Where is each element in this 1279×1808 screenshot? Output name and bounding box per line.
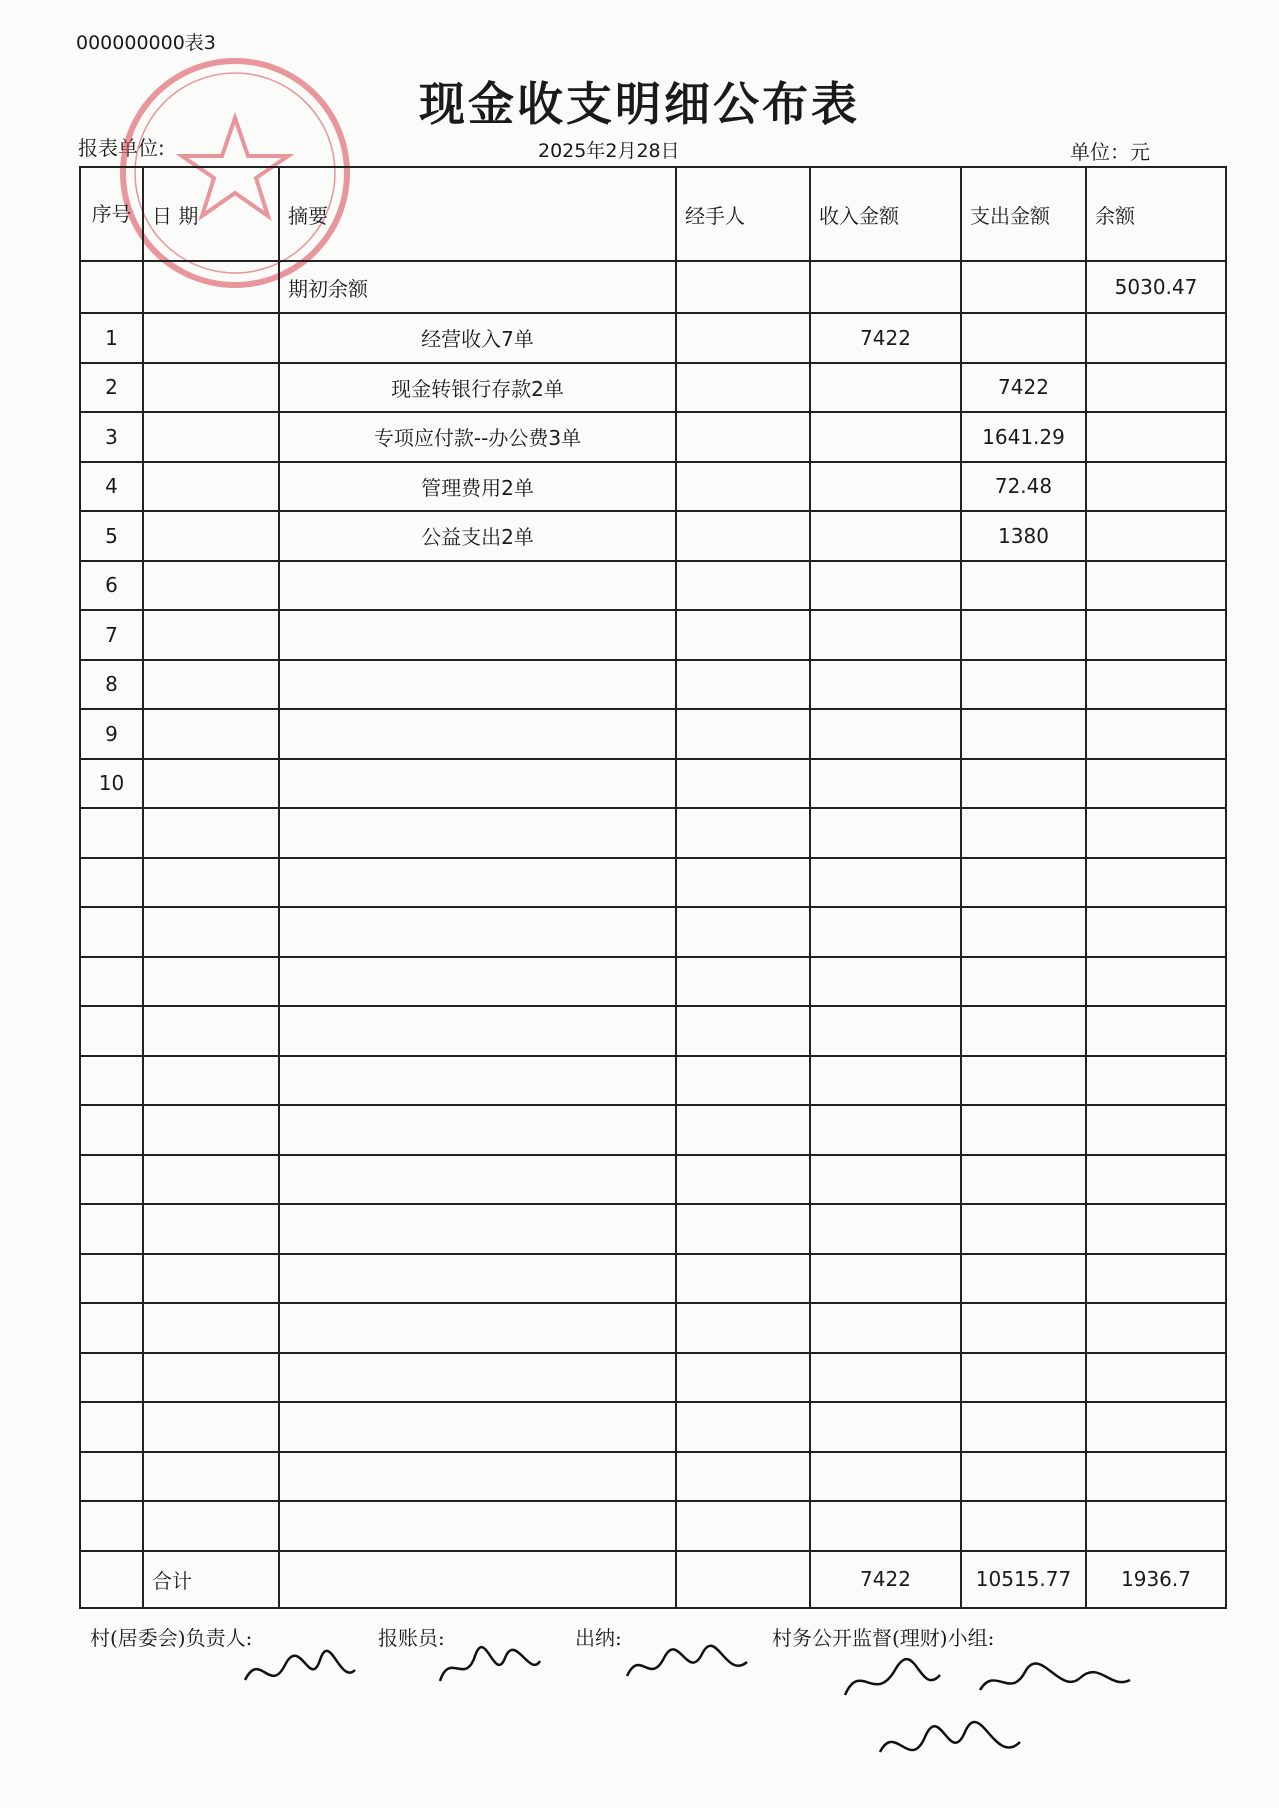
row-date bbox=[143, 561, 279, 611]
blank-table-row bbox=[80, 1402, 1226, 1452]
row-seq: 10 bbox=[80, 759, 143, 809]
table-row bbox=[80, 759, 1226, 809]
blank-table-row bbox=[80, 858, 1226, 908]
row-expense: 72.48 bbox=[961, 462, 1086, 512]
table-row bbox=[80, 660, 1226, 710]
supervision-handwritten-signatures-icon bbox=[840, 1650, 1140, 1710]
row-balance bbox=[1086, 462, 1226, 512]
row-date bbox=[143, 462, 279, 512]
row-expense bbox=[961, 709, 1086, 759]
row-income bbox=[810, 660, 961, 710]
row-date bbox=[143, 759, 279, 809]
row-handler bbox=[676, 462, 810, 512]
row-summary bbox=[279, 759, 676, 809]
bookkeeper-signature-label: 报账员: bbox=[378, 1626, 445, 1650]
row-income bbox=[810, 709, 961, 759]
row-handler bbox=[676, 759, 810, 809]
row-seq: 5 bbox=[80, 511, 143, 561]
table-row bbox=[80, 363, 1226, 413]
row-income bbox=[810, 561, 961, 611]
row-seq: 4 bbox=[80, 462, 143, 512]
row-income bbox=[810, 759, 961, 809]
row-seq: 2 bbox=[80, 363, 143, 413]
row-handler bbox=[676, 561, 810, 611]
table-header-row bbox=[80, 167, 1226, 261]
row-handler bbox=[676, 660, 810, 710]
row-balance bbox=[1086, 660, 1226, 710]
cashier-signature-label: 出纳: bbox=[575, 1626, 622, 1650]
row-summary bbox=[279, 709, 676, 759]
total-expense: 10515.77 bbox=[961, 1551, 1086, 1608]
blank-table-row bbox=[80, 1254, 1226, 1304]
row-summary: 经营收入7单 bbox=[279, 313, 676, 363]
report-date: 2025年2月28日 bbox=[538, 140, 680, 162]
row-income bbox=[810, 412, 961, 462]
column-header-seq: 序号 bbox=[80, 167, 143, 261]
blank-table-row bbox=[80, 1353, 1226, 1403]
row-handler bbox=[676, 709, 810, 759]
row-balance bbox=[1086, 363, 1226, 413]
row-income bbox=[810, 363, 961, 413]
column-header-handler: 经手人 bbox=[676, 167, 810, 261]
row-date bbox=[143, 511, 279, 561]
bookkeeper-handwritten-signature-icon bbox=[435, 1636, 545, 1696]
blank-table-row bbox=[80, 957, 1226, 1007]
row-income: 7422 bbox=[810, 313, 961, 363]
table-row bbox=[80, 561, 1226, 611]
cash-ledger-table bbox=[79, 166, 1227, 1609]
row-date bbox=[143, 660, 279, 710]
page-title: 现金收支明细公布表 bbox=[419, 77, 860, 131]
row-expense bbox=[961, 610, 1086, 660]
total-row bbox=[80, 1551, 1226, 1608]
reporting-unit-label: 报表单位: bbox=[78, 136, 165, 160]
row-handler bbox=[676, 610, 810, 660]
row-date bbox=[143, 313, 279, 363]
table-row bbox=[80, 313, 1226, 363]
opening-balance: 5030.47 bbox=[1086, 261, 1226, 313]
table-row bbox=[80, 511, 1226, 561]
blank-table-row bbox=[80, 1452, 1226, 1502]
row-balance bbox=[1086, 511, 1226, 561]
row-balance bbox=[1086, 610, 1226, 660]
opening-summary: 期初余额 bbox=[279, 261, 676, 313]
row-handler bbox=[676, 313, 810, 363]
column-header-balance: 余额 bbox=[1086, 167, 1226, 261]
row-balance bbox=[1086, 313, 1226, 363]
row-summary: 公益支出2单 bbox=[279, 511, 676, 561]
blank-table-row bbox=[80, 1006, 1226, 1056]
currency-unit: 单位：元 bbox=[1070, 140, 1150, 164]
row-expense: 1641.29 bbox=[961, 412, 1086, 462]
blank-table-row bbox=[80, 907, 1226, 957]
row-handler bbox=[676, 412, 810, 462]
row-date bbox=[143, 412, 279, 462]
row-balance bbox=[1086, 709, 1226, 759]
row-seq: 8 bbox=[80, 660, 143, 710]
document-code: 000000000表3 bbox=[76, 32, 216, 54]
blank-table-row bbox=[80, 1501, 1226, 1551]
leader-signature-label: 村(居委会)负责人: bbox=[90, 1626, 253, 1650]
row-expense bbox=[961, 313, 1086, 363]
blank-table-row bbox=[80, 1155, 1226, 1205]
row-summary bbox=[279, 561, 676, 611]
row-handler bbox=[676, 363, 810, 413]
total-label: 合计 bbox=[143, 1551, 279, 1608]
leader-handwritten-signature-icon bbox=[240, 1640, 360, 1700]
row-date bbox=[143, 709, 279, 759]
row-seq: 7 bbox=[80, 610, 143, 660]
row-summary: 现金转银行存款2单 bbox=[279, 363, 676, 413]
table-row bbox=[80, 462, 1226, 512]
row-balance bbox=[1086, 412, 1226, 462]
row-summary: 管理费用2单 bbox=[279, 462, 676, 512]
total-income: 7422 bbox=[810, 1551, 961, 1608]
row-balance bbox=[1086, 759, 1226, 809]
blank-table-row bbox=[80, 1303, 1226, 1353]
column-header-date: 日 期 bbox=[143, 167, 279, 261]
column-header-expense: 支出金额 bbox=[961, 167, 1086, 261]
opening-balance-row bbox=[80, 261, 1226, 313]
row-seq: 1 bbox=[80, 313, 143, 363]
row-summary bbox=[279, 660, 676, 710]
blank-table-row bbox=[80, 1204, 1226, 1254]
row-date bbox=[143, 363, 279, 413]
cashier-handwritten-signature-icon bbox=[622, 1636, 752, 1692]
row-expense bbox=[961, 561, 1086, 611]
row-income bbox=[810, 511, 961, 561]
row-expense bbox=[961, 759, 1086, 809]
supervision-group-label: 村务公开监督(理财)小组: bbox=[772, 1626, 995, 1650]
row-seq: 3 bbox=[80, 412, 143, 462]
supervision-handwritten-signature-2-icon bbox=[870, 1712, 1030, 1782]
table-row bbox=[80, 709, 1226, 759]
row-seq: 9 bbox=[80, 709, 143, 759]
row-summary: 专项应付款--办公费3单 bbox=[279, 412, 676, 462]
row-income bbox=[810, 610, 961, 660]
row-seq: 6 bbox=[80, 561, 143, 611]
row-balance bbox=[1086, 561, 1226, 611]
row-expense: 7422 bbox=[961, 363, 1086, 413]
row-income bbox=[810, 462, 961, 512]
column-header-income: 收入金额 bbox=[810, 167, 961, 261]
column-header-summary: 摘要 bbox=[279, 167, 676, 261]
row-summary bbox=[279, 610, 676, 660]
table-row bbox=[80, 610, 1226, 660]
row-date bbox=[143, 610, 279, 660]
blank-table-row bbox=[80, 1105, 1226, 1155]
row-handler bbox=[676, 511, 810, 561]
blank-table-row bbox=[80, 1056, 1226, 1106]
row-expense bbox=[961, 660, 1086, 710]
total-balance: 1936.7 bbox=[1086, 1551, 1226, 1608]
row-expense: 1380 bbox=[961, 511, 1086, 561]
blank-table-row bbox=[80, 808, 1226, 858]
table-row bbox=[80, 412, 1226, 462]
